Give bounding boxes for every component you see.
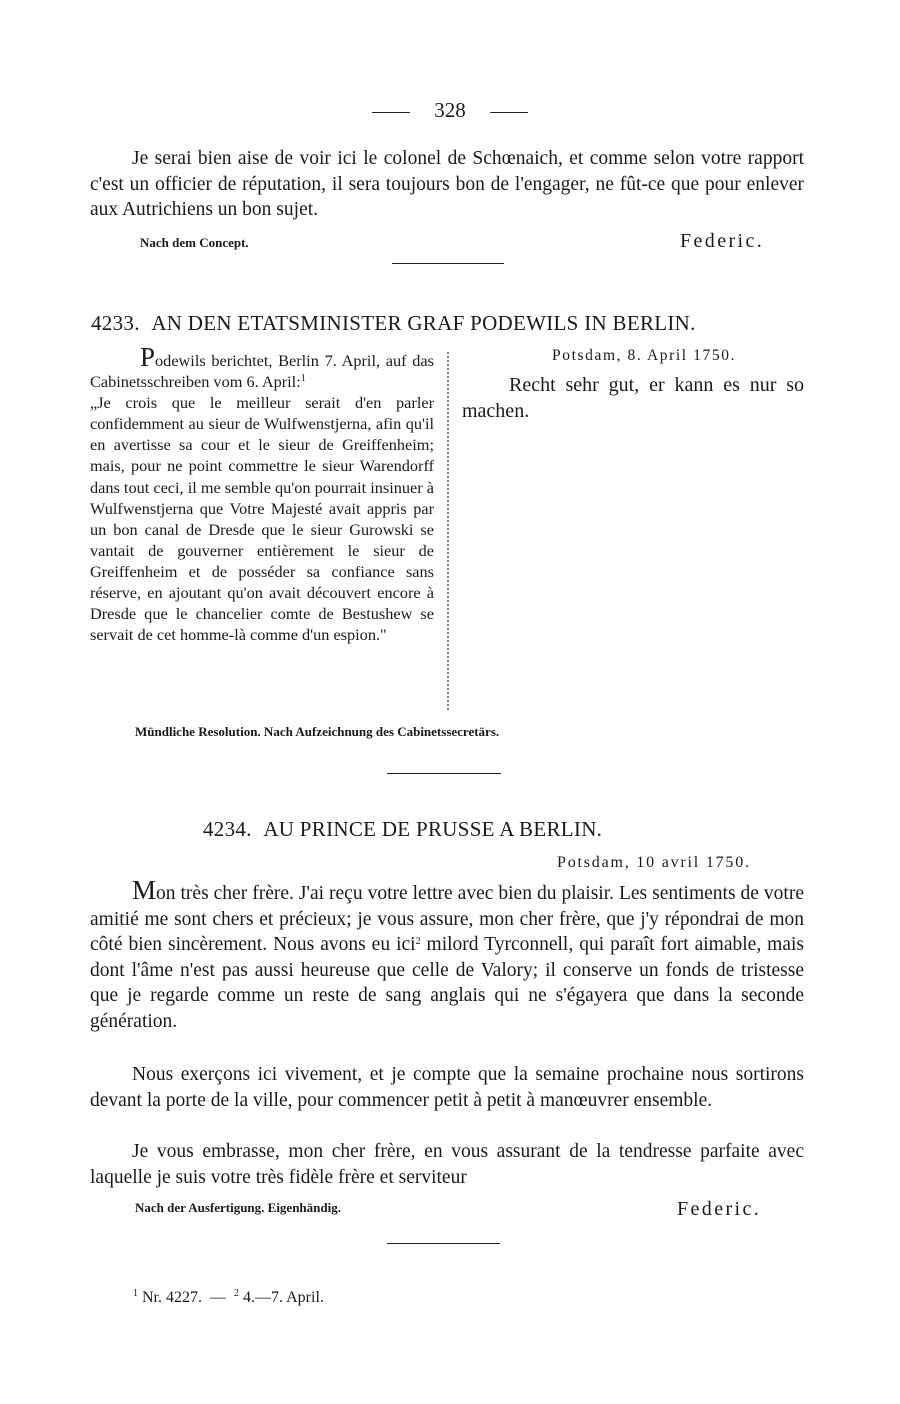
footnote-1-mark: 1 [133,1288,138,1299]
footnote-2-text: 4.—7. April. [243,1289,324,1306]
report-paragraph [90,342,434,392]
letter-4233-place-date: Potsdam, 8. April 1750. [552,347,737,364]
report-text: odewils berichtet, Berlin 7. April, auf das Cabinetsschreiben vom 6. April: [90,351,434,392]
prev-letter-signature: Federic. [680,230,765,252]
letter-4233-report [90,342,434,645]
header-dash-right [490,112,528,113]
report-footnote-ref[interactable]: 1 [300,373,306,385]
letter-4234-title: AU PRINCE DE PRUSSE A BERLIN. [263,817,603,841]
letter-4234-number: 4234. [203,817,252,841]
letter-4234-heading [203,817,602,842]
page-number: 328 [434,98,466,122]
prev-letter-paragraph: Je serai bien aise de voir ici le colonel de Schœnaich, et comme selon votre rapport c'est un officier de réputation, il sera toujours bon de l'engager, ne fût-ce que pour enlever aux Autrichiens un bon sujet. [90,148,804,220]
letter-4233-reply: Recht sehr gut, er kann es nur so machen. [462,374,804,422]
letter-4234-dropcap: M [132,875,157,905]
prev-letter-source-note: Nach dem Concept. [140,235,249,250]
letter-4234-paragraph-1 [90,875,804,1034]
footnote-separator: — [210,1289,226,1306]
footnote-1-text: Nr. 4227. [142,1289,202,1306]
letter-4233-title: AN DEN ETATSMINISTER GRAF PODEWILS IN BERLIN. [151,311,696,335]
header-dash-left [372,112,410,113]
letter-4234-paragraph-2: Nous exerçons ici vivement, et je compte que la semaine prochaine nous sortirons devant la porte de la ville, pour commencer petit à petit à manœuvrer ensemble. [90,1064,804,1111]
letter-4234-paragraph-3: Je vous embrasse, mon cher frère, en vous assurant de la tendresse parfaite avec laquelle je suis votre très fidèle frère et serviteur [90,1141,804,1188]
section-divider-2 [387,773,501,774]
footnote-2-mark: 2 [234,1288,239,1299]
footnote-divider [387,1243,500,1244]
letter-4233-number: 4233. [91,311,140,335]
letter-4234-footnote-ref[interactable]: 2 [415,936,421,947]
report-dropcap: P [140,342,156,372]
letter-4234-place-date: Potsdam, 10 avril 1750. [557,854,751,871]
letter-4233-source-note: Mündliche Resolution. Nach Aufzeichnung des Cabinetssecretärs. [135,724,500,739]
letter-4234-source-note: Nach der Ausfertigung. Eigenhändig. [135,1200,341,1215]
letter-4234-signature: Federic. [677,1198,762,1220]
column-divider [447,352,449,710]
page-header [0,98,900,126]
letter-4233-heading [91,311,807,336]
section-divider-1 [392,263,504,264]
letter-4234-p1-text-b: milord Tyrconnell, qui paraît fort aimable, mais dont l'âme n'est pas aussi heureuse que celle de Valory; il conserve un fonds de tristesse que je regarde comme un reste de sang anglais qui ne s'égayera que dans la seconde génération. [90,934,804,1032]
report-quote: „Je crois que le meilleur serait d'en parler confidemment au sieur de Wulfwenstjerna, afin qu'il en avertisse sa cour et le sieur de Greiffenheim; mais, pour ne point commettre le sieur Warendorff dans tout ceci, il me semble qu'on pourrait insinuer à Wulfwenstjerna que Votre Majesté avait appris par un bon canal de Dresde que le sieur Gurowski se vantait de gouverner entièrement le sieur de Greiffenheim et de posséder sa confiance sans réserve, en ajoutant qu'on avait découvert encore à Dresde que le chancelier comte de Bestushew se servait de cet homme-là comme d'un espion." [90,393,434,645]
letter-4234-p1-text-a: on très cher frère. J'ai reçu votre lettre avec bien du plaisir. Les sentiments de votre amitié me sont chers et précieux; je vous assure, mon cher frère, que j'y répondrai de mon côté bien sincèrement. Nous avons eu ici [90,883,804,955]
footnotes [133,1289,324,1307]
